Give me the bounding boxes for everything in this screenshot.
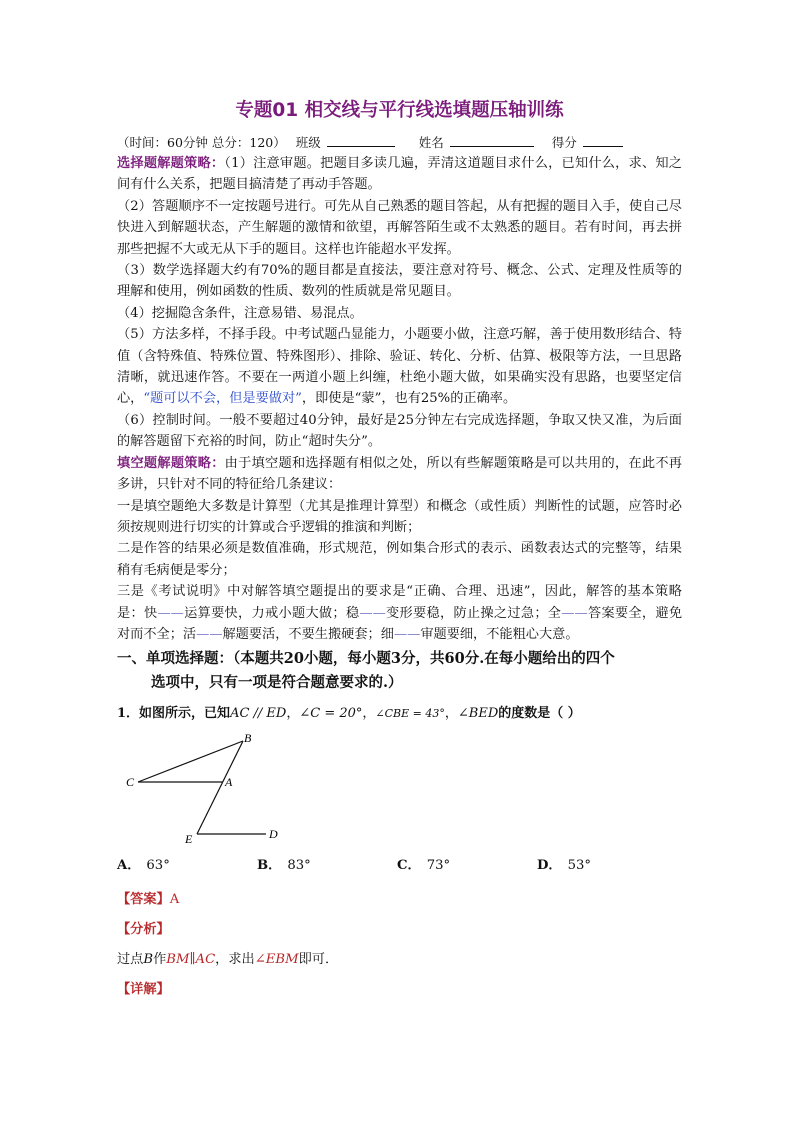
- option-c[interactable]: [397, 855, 537, 877]
- label-e: E: [185, 832, 193, 847]
- analysis-part: 即可．: [298, 952, 339, 968]
- analysis-label: 【分析】: [117, 922, 170, 938]
- question-text: 的度数是（ ）: [498, 706, 581, 722]
- strategy-text: 审题要细，不能粗心大意。: [420, 626, 579, 642]
- label-a: A: [225, 775, 233, 790]
- quote-highlight: “题可以不会，但是要做对”: [143, 391, 302, 407]
- analysis-part: 作: [153, 952, 167, 968]
- analysis-part: ，求出: [215, 952, 255, 968]
- strategy-text: 三是《考试说明》中对解答填空题提出的要求是“正确、合理、迅速”，因此，解答的基本策略是：快: [117, 584, 682, 621]
- fill-strategy-s3: [117, 581, 682, 645]
- section-heading-cont: 选项中，只有一项是符合题意要求的.）: [151, 674, 403, 692]
- choice-strategy-p1: [117, 153, 682, 196]
- exam-meta: [117, 132, 682, 152]
- analysis-part: BM∥AC: [166, 952, 216, 968]
- detail-label: 【详解】: [117, 982, 170, 998]
- dash: ——: [196, 626, 223, 642]
- sep: ，: [362, 706, 376, 722]
- option-value: 83°: [287, 858, 311, 874]
- fill-strategy-heading: 填空题解题策略：: [117, 455, 225, 471]
- name-label: 姓名: [418, 135, 444, 150]
- strategy-text: 运算要快，力戒小题大做；稳: [183, 605, 360, 621]
- page-title: 专题01 相交线与平行线选填题压轴训练: [235, 100, 564, 121]
- dash: ——: [561, 605, 588, 621]
- choice-strategy-heading: 选择题解题策略：: [117, 156, 225, 171]
- option-letter: C．: [397, 858, 421, 874]
- strategy-text: 变形要稳，防止操之过急；全: [385, 605, 562, 621]
- strategy-text: （5）方法多样，不择手段。中考试题凸显能力，小题要小做，注意巧解，善于使用数形结合、特值（含特殊值、特殊位置、特殊图形）、排除、验证、转化、分析、估算、极限等方法，一旦思路清晰，就迅速作答。不要在一两道小题上纠缠，杜绝小题大做，如果确实没有思路，也要坚定信心，: [117, 327, 682, 407]
- answer-label: 【答案】: [117, 892, 170, 908]
- score-label: 得分: [551, 135, 577, 150]
- label-c: C: [126, 775, 135, 790]
- option-a[interactable]: [117, 855, 257, 877]
- fill-strategy-s1: 一是填空题绝大多数是计算型（尤其是推理计算型）和概念（或性质）判断性的试题，应答时必须按规则进行切实的计算或合乎逻辑的推演和判断；: [117, 498, 682, 535]
- label-d: D: [269, 827, 278, 842]
- strategy-text: 答案要全，避免对而不全；活: [117, 605, 683, 642]
- math-expr: ∠BED: [457, 706, 499, 722]
- math-expr: ∠CBE = 43°: [375, 707, 445, 721]
- dash: ——: [359, 605, 386, 621]
- class-label: 班级: [295, 135, 321, 150]
- dash: ——: [393, 626, 421, 642]
- sep: ，: [444, 706, 458, 722]
- choice-strategy-p6: （6）控制时间。一般不要超过40分钟，最好是25分钟左右完成选择题，争取又快又准，为后面的解答题留下充裕的时间，防止“超时失分”。: [117, 412, 682, 450]
- strategy-text: 由于填空题和选择题有相似之处，所以有些解题策略是可以共用的，在此不再多讲，只针对不同的特征给几条建议：: [117, 455, 682, 493]
- option-value: 63°: [146, 858, 170, 874]
- option-letter: A．: [117, 858, 141, 874]
- strategy-text: 解题要活，不要生搬硬套；细: [222, 626, 394, 642]
- option-value: 53°: [567, 858, 591, 874]
- class-blank[interactable]: [327, 132, 395, 147]
- option-letter: D．: [537, 858, 562, 874]
- answer-value: A: [169, 892, 180, 908]
- dash: ——: [157, 605, 184, 621]
- answer-line: [117, 889, 682, 911]
- option-d[interactable]: [537, 855, 677, 877]
- option-b[interactable]: [257, 855, 397, 877]
- question-text: 如图所示，已知: [139, 706, 231, 722]
- math-expr: ∠C = 20°: [299, 706, 363, 722]
- question-1: [117, 703, 682, 725]
- sep: ，: [286, 706, 300, 722]
- choice-strategy-p4: （4）挖掘隐含条件，注意易错、易混点。: [117, 305, 363, 321]
- score-blank[interactable]: [583, 132, 623, 147]
- figure-svg: [121, 731, 301, 851]
- choice-strategy-p2: （2）答题顺序不一定按题号进行。可先从自己熟悉的题目答起，从有把握的题目入手，使自己尽快进入到解题状态，产生解题的激情和欲望，再解答陌生或不太熟悉的题目。若有时间，再去拼那些把握不大或无从下手的题目。这样也许能超水平发挥。: [117, 198, 682, 257]
- name-blank[interactable]: [450, 132, 534, 147]
- option-letter: B．: [257, 858, 282, 874]
- math-expr: AC // ED: [230, 706, 287, 722]
- choice-strategy-p3: （3）数学选择题大约有70%的题目都是直接法，要注意对符号、概念、公式、定理及性质等的理解和使用，例如函数的性质、数列的性质就是常见题目。: [117, 263, 682, 300]
- geometry-figure: [121, 731, 301, 851]
- question-number: 1．: [117, 706, 140, 722]
- analysis-part: ∠EBM: [254, 952, 299, 968]
- document-page: [117, 98, 682, 1001]
- analysis-text: [117, 949, 682, 971]
- strategy-text: ，即使是“蒙”，也有25%的正确率。: [301, 391, 517, 407]
- label-b: B: [244, 731, 252, 746]
- fill-strategy-s2: 二是作答的结果必须是数值准确，形式规范，例如集合形式的表示、函数表达式的完整等，结果稍有毛病便是零分；: [117, 541, 682, 578]
- options-row: [117, 855, 682, 877]
- choice-strategy-p5: [117, 324, 682, 410]
- fill-strategy-intro: [117, 453, 682, 496]
- analysis-part: 过点: [117, 952, 144, 968]
- option-value: 73°: [426, 858, 451, 874]
- analysis-part: B: [143, 952, 154, 968]
- section-heading: 一、单项选择题：（本题共20小题，每小题3分，共60分.在每小题给出的四个: [117, 650, 615, 668]
- line-be: [197, 741, 243, 834]
- strategy-text: （1）注意审题。把题目多读几遍，弄清这道题目求什么，已知什么，求、知之间有什么关系，把题目搞清楚了再动手答题。: [117, 156, 682, 193]
- time-score-info: （时间：60分钟 总分：120）: [117, 135, 286, 150]
